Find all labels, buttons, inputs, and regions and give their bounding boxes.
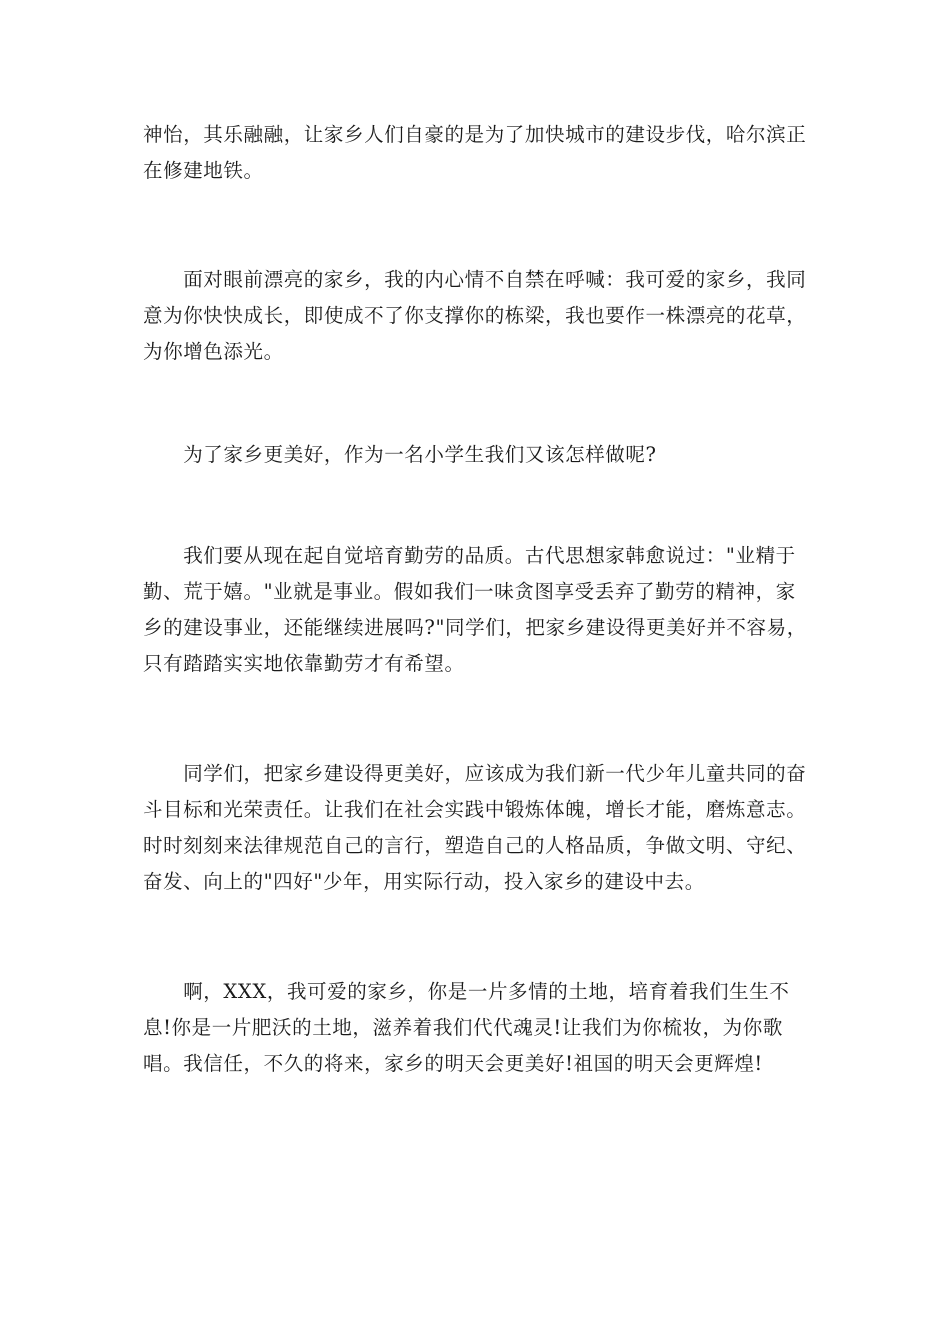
- paragraph-1: 神怡，其乐融融，让家乡人们自豪的是为了加快城市的建设步伐，哈尔滨正在修建地铁。: [143, 123, 807, 182]
- paragraph-6: 啊，XXX，我可爱的家乡，你是一片多情的土地，培育着我们生生不息!你是一片肥沃的土地，滋养着我们代代魂灵!让我们为你梳妆，为你歌唱。我信任，不久的将来，家乡的明天会更美好!祖国的明天会更辉煌!: [143, 980, 790, 1075]
- paragraph-2: 面对眼前漂亮的家乡，我的内心情不自禁在呼喊：我可爱的家乡，我同意为你快快成长，即使成不了你支撑你的栋梁，我也要作一株漂亮的花草，为你增色添光。: [143, 268, 807, 363]
- paragraph-3: 为了家乡更美好，作为一名小学生我们又该怎样做呢?: [143, 443, 657, 466]
- paragraph-5: 同学们，把家乡建设得更美好，应该成为我们新一代少年儿童共同的奋斗目标和光荣责任。让我们在社会实践中锻炼体魄，增长才能，磨炼意志。时时刻刻来法律规范自己的言行，塑造自己的人格品质，争做文明、守纪、奋发、向上的"四好"少年，用实际行动，投入家乡的建设中去。: [143, 762, 807, 893]
- paragraph-4: 我们要从现在起自觉培育勤劳的品质。古代思想家韩愈说过："业精于勤、荒于嬉。"业就是事业。假如我们一味贪图享受丢弃了勤劳的精神，家乡的建设事业，还能继续进展吗?"同学们，把家乡建设得更美好并不容易，只有踏踏实实地依靠勤劳才有希望。: [143, 544, 807, 675]
